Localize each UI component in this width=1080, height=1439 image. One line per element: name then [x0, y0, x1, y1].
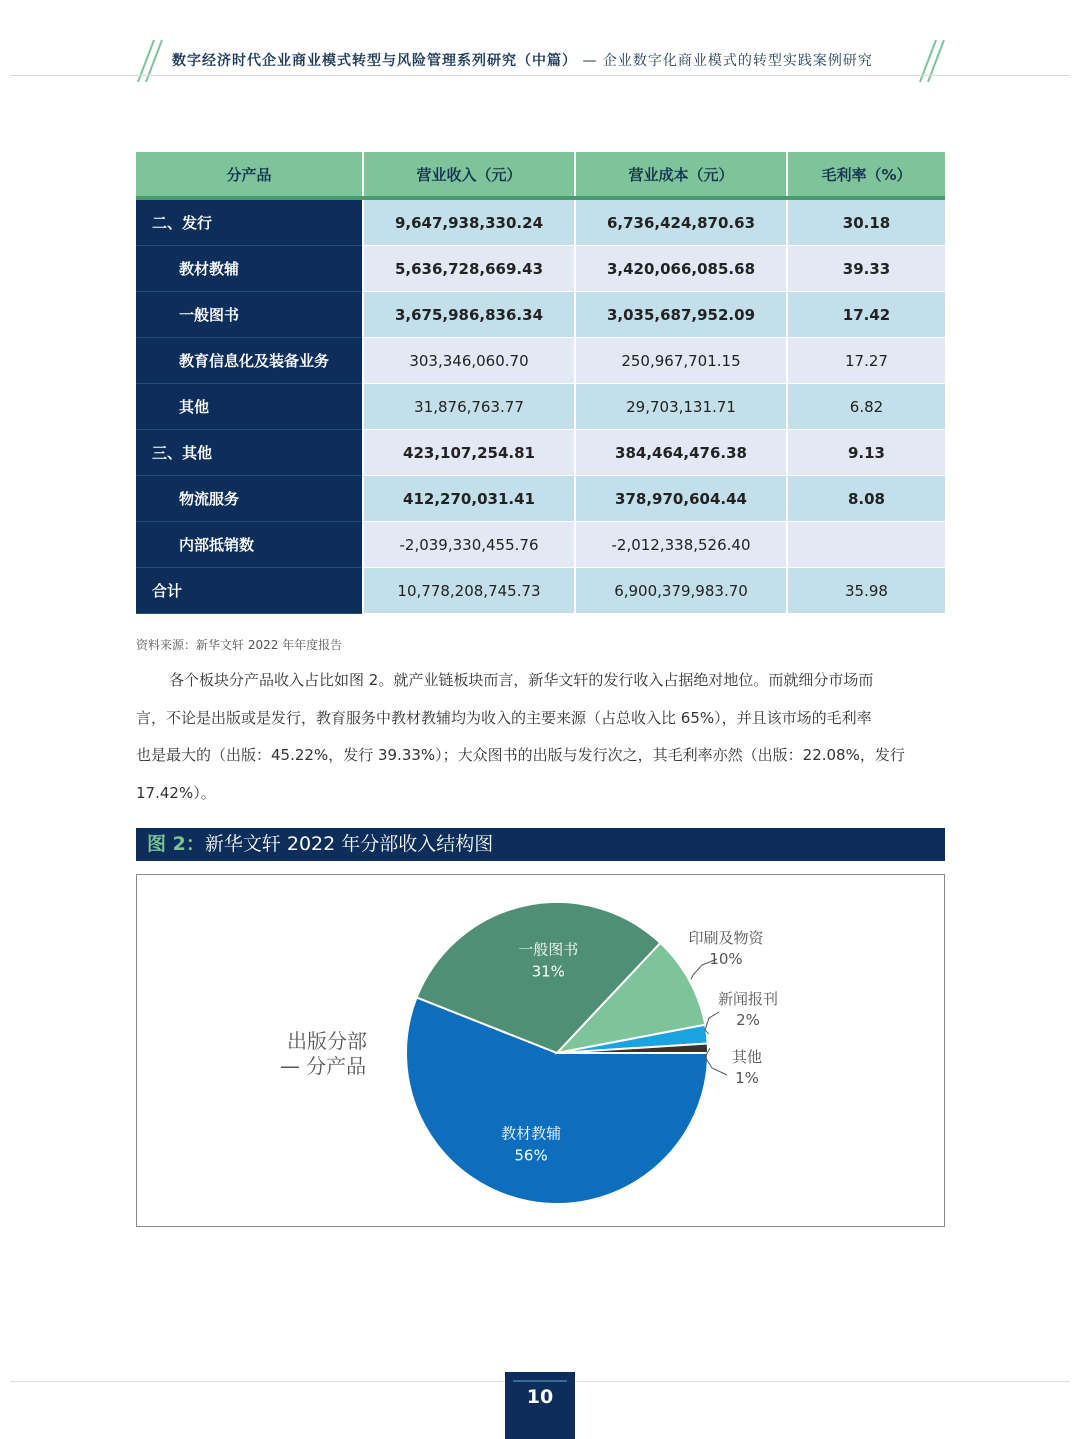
table-source: 资料来源：新华文轩 2022 年年度报告 — [136, 638, 343, 652]
table-row — [136, 522, 945, 568]
pie-label-value: 10% — [709, 950, 743, 968]
table-row — [136, 476, 945, 522]
page-number-accent — [513, 1380, 567, 1382]
header-right-slash — [916, 38, 946, 84]
row-margin: 35.98 — [787, 568, 945, 614]
table-row — [136, 246, 945, 292]
row-margin: 39.33 — [787, 246, 945, 292]
row-label: 其他 — [136, 384, 363, 430]
row-margin: 30.18 — [787, 198, 945, 246]
row-margin — [787, 522, 945, 568]
table-row — [136, 292, 945, 338]
table-header-row — [136, 152, 945, 198]
row-revenue: 303,346,060.70 — [363, 338, 575, 384]
pie-label-name: 新闻报刊 — [717, 990, 779, 1008]
table-row — [136, 430, 945, 476]
header-revenue: 营业收入（元） — [363, 152, 575, 198]
row-cost: 3,420,066,085.68 — [575, 246, 787, 292]
paragraph-line: 各个板块分产品收入占比如图 2。就产业链板块而言，新华文轩的发行收入占据绝对地位。而就细分市场而 — [169, 671, 874, 689]
paragraph-line: 言，不论是出版或是发行，教育服务中教材教辅均为收入的主要来源（占总收入比 65%），并且该市场的毛利率 — [136, 708, 872, 727]
header-title-rest: — 企业数字化商业模式的转型实践案例研究 — [582, 53, 873, 69]
row-label: 合计 — [136, 568, 363, 614]
row-margin: 8.08 — [787, 476, 945, 522]
row-label: 教材教辅 — [136, 246, 363, 292]
row-label: 二、发行 — [136, 198, 363, 246]
figure-box — [136, 874, 945, 1227]
figure-title: 新华文轩 2022 年分部收入结构图 — [204, 833, 494, 855]
table-row — [136, 338, 945, 384]
chart-side-label-1: 出版分部 — [287, 1029, 367, 1053]
row-revenue: -2,039,330,455.76 — [363, 522, 575, 568]
header-divider — [10, 75, 1070, 76]
row-margin: 6.82 — [787, 384, 945, 430]
chart-side-label-2: — 分产品 — [279, 1054, 367, 1078]
pie-label-name: 教材教辅 — [501, 1124, 562, 1143]
page-number: 10 — [526, 1386, 554, 1408]
header-title-bold: 数字经济时代企业商业模式转型与风险管理系列研究（中篇） — [172, 53, 577, 69]
row-label: 三、其他 — [136, 430, 363, 476]
pie-label-value: 56% — [514, 1146, 548, 1165]
row-label: 物流服务 — [136, 476, 363, 522]
paragraph-line: 17.42%）。 — [136, 783, 216, 802]
row-margin: 17.42 — [787, 292, 945, 338]
header-left-slash — [134, 38, 164, 84]
pie-label-value: 2% — [736, 1011, 760, 1029]
page-number-box — [505, 1372, 575, 1439]
row-cost: 384,464,476.38 — [575, 430, 787, 476]
pie-label-name: 印刷及物资 — [688, 929, 764, 947]
pie-label-name: 其他 — [731, 1048, 763, 1066]
figure-title-bar — [136, 828, 945, 861]
row-cost: 29,703,131.71 — [575, 384, 787, 430]
header-title — [172, 50, 873, 70]
row-revenue: 5,636,728,669.43 — [363, 246, 575, 292]
row-revenue: 10,778,208,745.73 — [363, 568, 575, 614]
row-revenue: 3,675,986,836.34 — [363, 292, 575, 338]
row-cost: 6,900,379,983.70 — [575, 568, 787, 614]
table-row — [136, 384, 945, 430]
pie-label-value: 1% — [735, 1069, 759, 1087]
row-label: 教育信息化及装备业务 — [136, 338, 363, 384]
header-cost: 营业成本（元） — [575, 152, 787, 198]
body-paragraph — [136, 662, 945, 812]
revenue-table — [136, 152, 945, 614]
figure-label: 图 2： — [147, 833, 205, 855]
pie-label-value: 31% — [531, 962, 565, 981]
table-row — [136, 198, 945, 246]
row-revenue: 9,647,938,330.24 — [363, 198, 575, 246]
row-margin: 17.27 — [787, 338, 945, 384]
pie-chart — [137, 875, 944, 1226]
row-cost: 3,035,687,952.09 — [575, 292, 787, 338]
row-revenue: 412,270,031.41 — [363, 476, 575, 522]
row-label: 一般图书 — [136, 292, 363, 338]
paragraph-line: 也是最大的（出版：45.22%，发行 39.33%）；大众图书的出版与发行次之，其毛利率亦然（出版：22.08%，发行 — [136, 746, 905, 764]
header-product: 分产品 — [136, 152, 363, 198]
row-label: 内部抵销数 — [136, 522, 363, 568]
row-cost: 6,736,424,870.63 — [575, 198, 787, 246]
row-cost: 378,970,604.44 — [575, 476, 787, 522]
row-revenue: 423,107,254.81 — [363, 430, 575, 476]
header-margin: 毛利率（%） — [787, 152, 945, 198]
row-cost: 250,967,701.15 — [575, 338, 787, 384]
row-margin: 9.13 — [787, 430, 945, 476]
table-row-total — [136, 568, 945, 614]
pie-label-name: 一般图书 — [518, 940, 579, 959]
row-cost: -2,012,338,526.40 — [575, 522, 787, 568]
row-revenue: 31,876,763.77 — [363, 384, 575, 430]
